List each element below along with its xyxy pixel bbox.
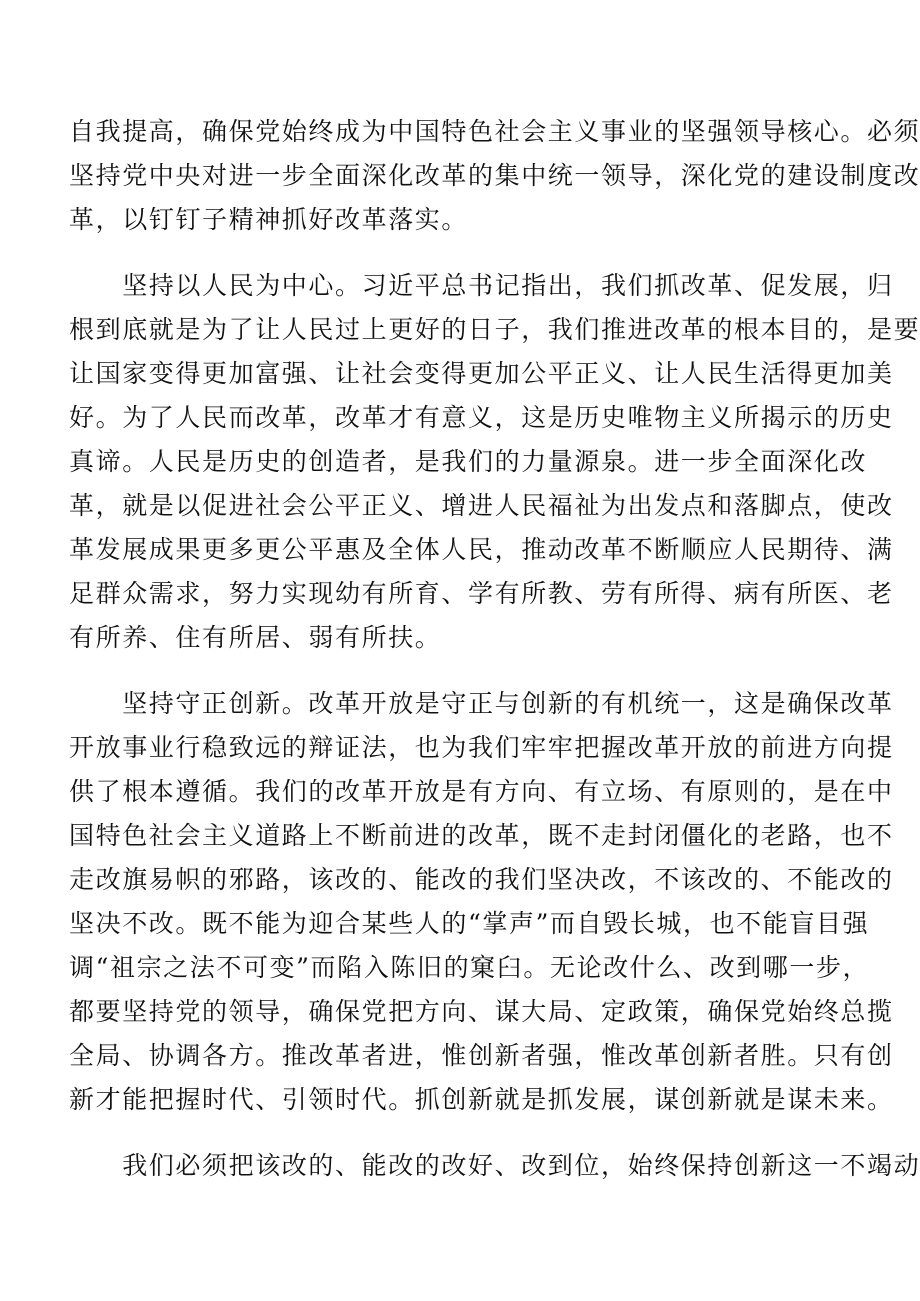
text-line: 坚持党中央对进一步全面深化改革的集中统一领导，深化党的建设制度改 — [69, 161, 920, 190]
text-line: 革发展成果更多更公平惠及全体人民，推动改革不断顺应人民期待、满 — [69, 535, 894, 564]
text-line: 好。为了人民而改革，改革才有意义，这是历史唯物主义所揭示的历史 — [69, 403, 894, 432]
text-line: 有所养、住有所居、弱有所扶。 — [69, 623, 442, 652]
text-line: 坚持以人民为中心。习近平总书记指出，我们抓改革、促发展，归 — [69, 271, 894, 300]
text-line: 让国家变得更加富强、让社会变得更加公平正义、让人民生活得更加美 — [69, 359, 894, 388]
text-line: 自我提高，确保党始终成为中国特色社会主义事业的坚强领导核心。必须 — [69, 117, 920, 146]
text-line: 开放事业行稳致远的辩证法，也为我们牢牢把握改革开放的前进方向提 — [69, 733, 894, 762]
text-line: 我们必须把该改的、能改的改好、改到位，始终保持创新这一不竭动 — [69, 1151, 920, 1180]
paragraph-innovation — [69, 682, 894, 1122]
paragraph-people-centered — [69, 264, 920, 660]
text-line: 根到底就是为了让人民过上更好的日子，我们推进改革的根本目的，是要 — [69, 315, 920, 344]
text-line: 走改旗易帜的邪路，该改的、能改的我们坚决改，不该改的、不能改的 — [69, 865, 894, 894]
text-line: 坚持守正创新。改革开放是守正与创新的有机统一，这是确保改革 — [69, 689, 894, 718]
text-line: 坚决不改。既不能为迎合某些人的“掌声”而自毁长城，也不能盲目强 — [69, 909, 870, 938]
text-line: 供了根本遵循。我们的改革开放是有方向、有立场、有原则的，是在中 — [69, 777, 894, 806]
text-line: 都要坚持党的领导，确保党把方向、谋大局、定政策，确保党始终总揽 — [69, 997, 894, 1026]
text-line: 国特色社会主义道路上不断前进的改革，既不走封闭僵化的老路，也不 — [69, 821, 894, 850]
document-page — [69, 110, 920, 1210]
text-line: 革，以钉钉子精神抓好改革落实。 — [69, 205, 469, 234]
text-line: 真谛。人民是历史的创造者，是我们的力量源泉。进一步全面深化改 — [69, 447, 868, 476]
text-line: 革，就是以促进社会公平正义、增进人民福祉为出发点和落脚点，使改 — [69, 491, 894, 520]
text-line: 足群众需求，努力实现幼有所育、学有所教、劳有所得、病有所医、老 — [69, 579, 894, 608]
text-line: 调“祖宗之法不可变”而陷入陈旧的窠臼。无论改什么、改到哪一步， — [69, 953, 870, 982]
paragraph-continuation — [69, 1144, 920, 1188]
paragraph-party-leadership — [69, 110, 920, 242]
text-line: 新才能把握时代、引领时代。抓创新就是抓发展，谋创新就是谋未来。 — [69, 1085, 894, 1114]
text-line: 全局、协调各方。推改革者进，惟创新者强，惟改革创新者胜。只有创 — [69, 1041, 894, 1070]
